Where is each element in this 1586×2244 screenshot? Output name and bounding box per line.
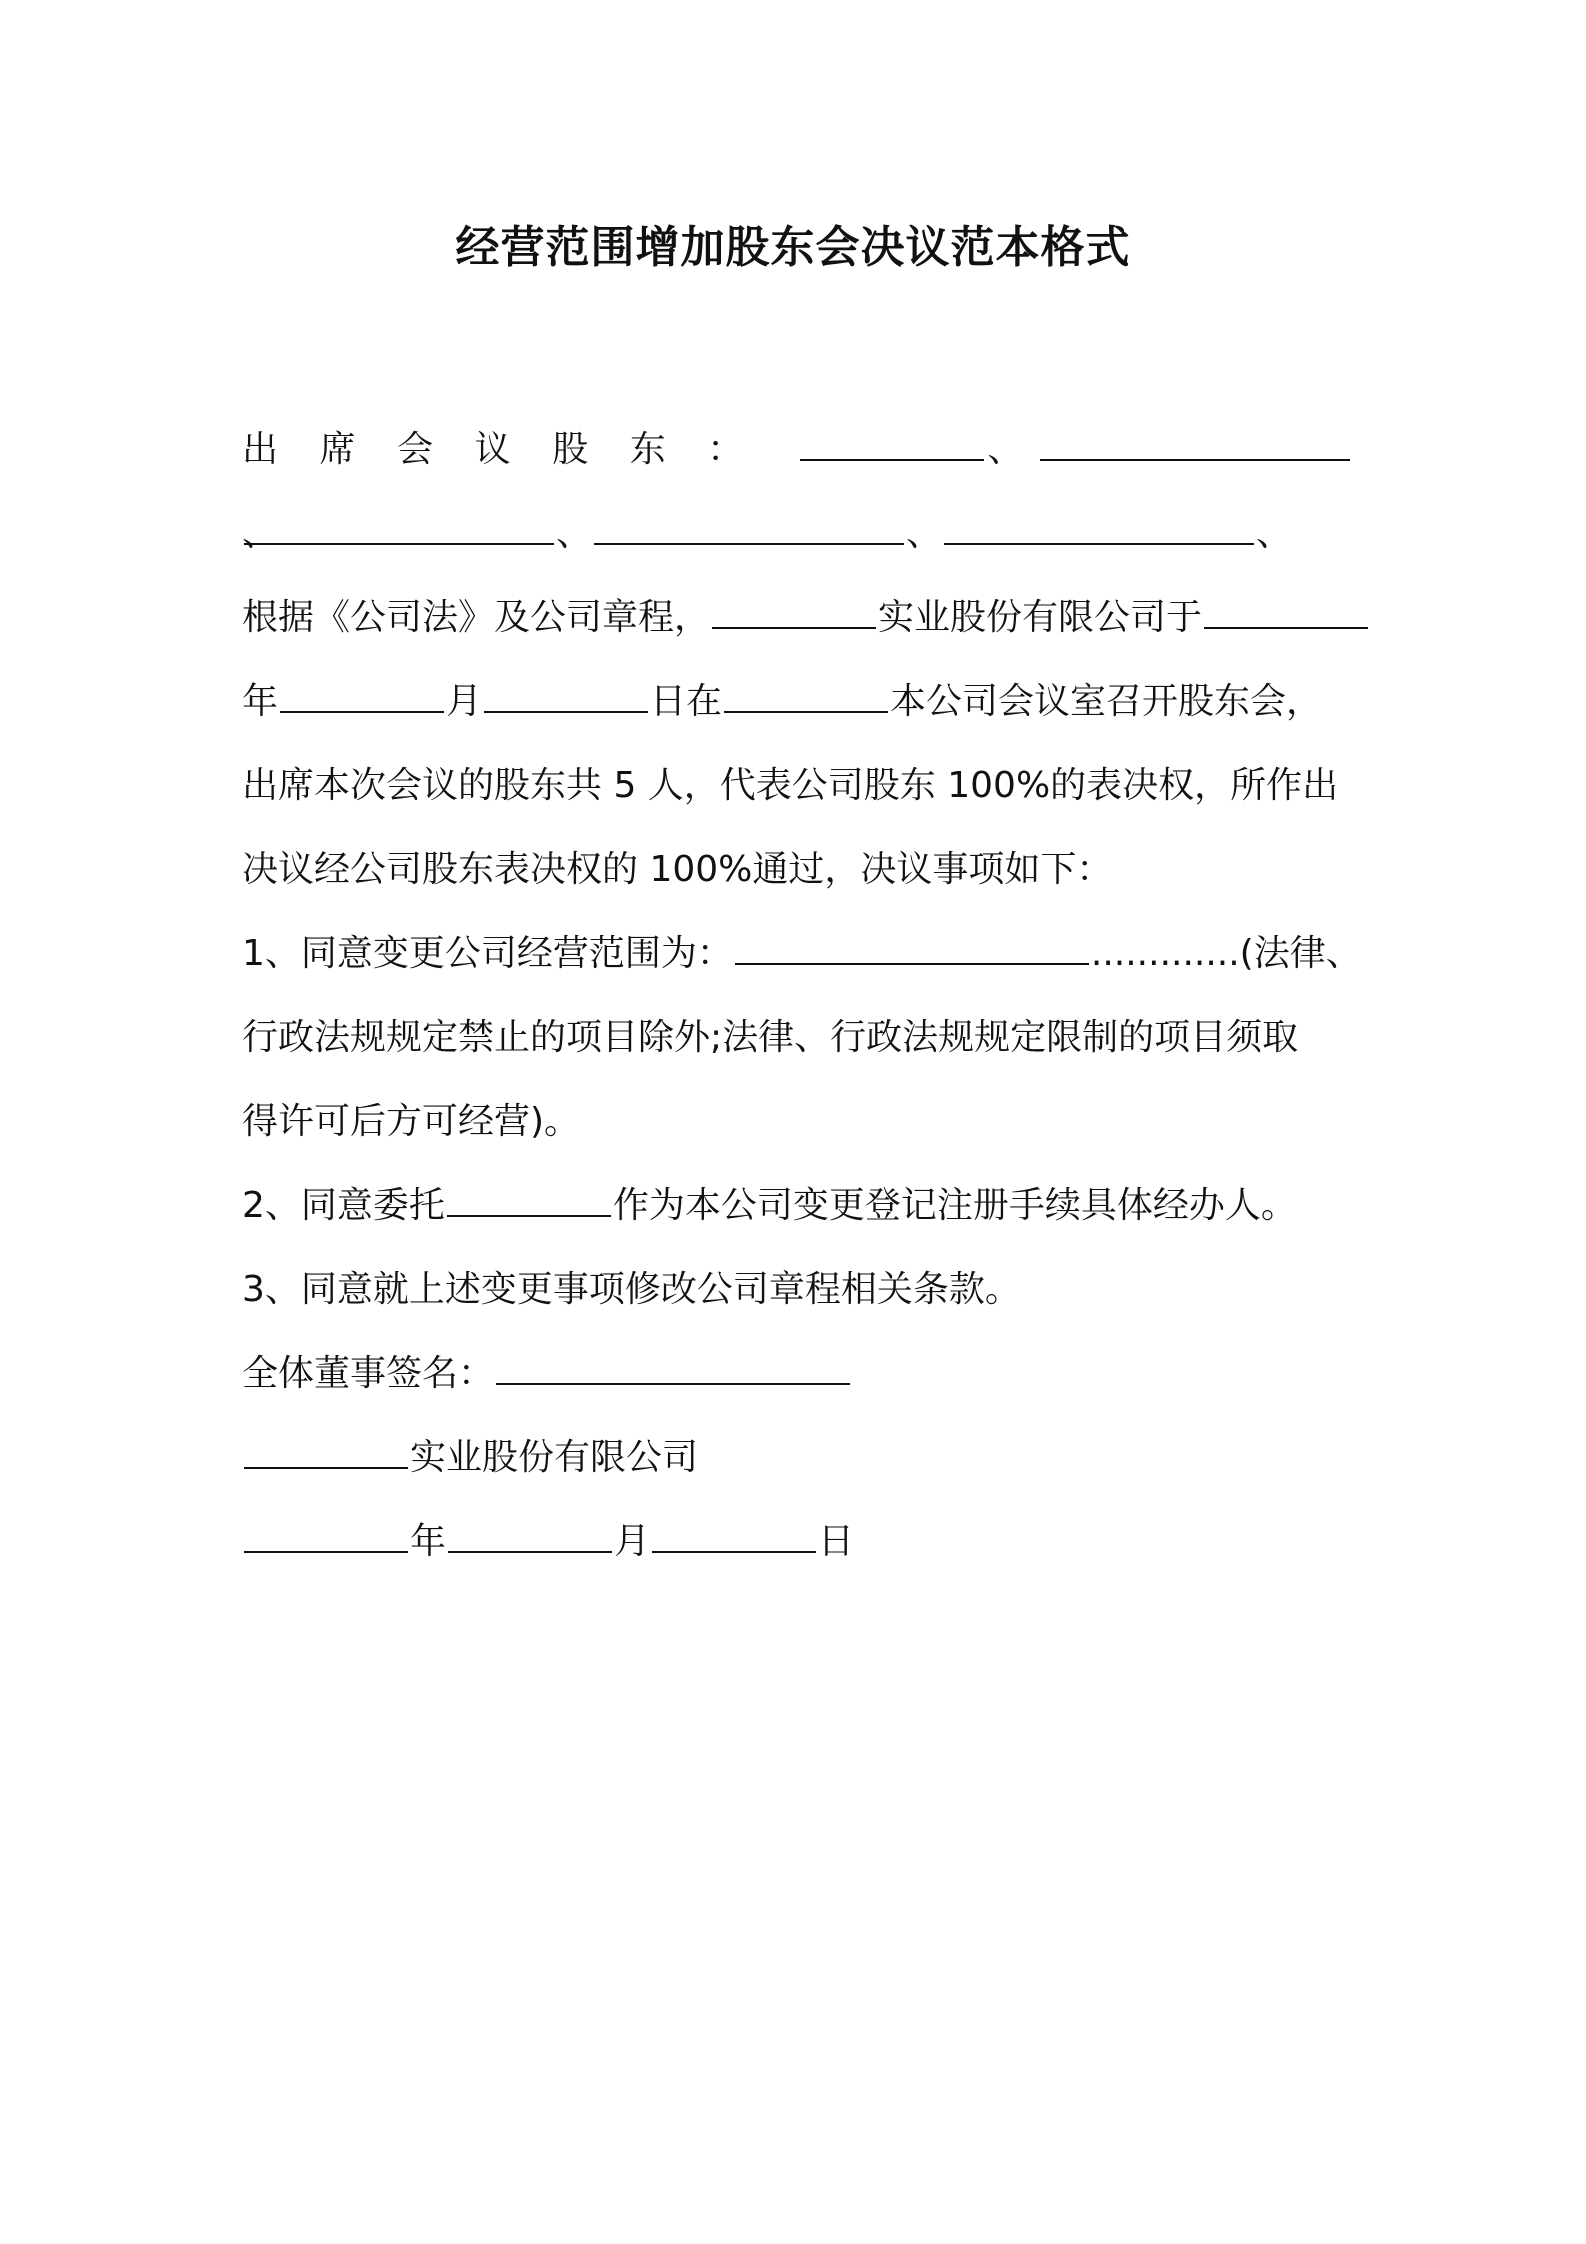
meeting-room-text: 本公司会议室召开股东会， — [890, 681, 1323, 722]
attendees-line-2 — [242, 492, 1352, 576]
intro-line-2 — [242, 660, 1352, 744]
item-1-after-blank: .............(法律、 — [1090, 933, 1362, 974]
item-2-line — [242, 1164, 1352, 1248]
meeting-year-blank[interactable] — [1204, 593, 1368, 629]
item-2-suffix: 作为本公司变更登记注册手续具体经办人。 — [612, 1185, 1297, 1226]
shareholder-blank-5[interactable] — [944, 509, 1254, 545]
signing-company-suffix: 实业股份有限公司 — [410, 1437, 699, 1478]
meeting-month-blank[interactable] — [280, 677, 444, 713]
signing-month-blank[interactable] — [448, 1517, 612, 1553]
shareholder-blank-2[interactable] — [1040, 425, 1350, 461]
signing-year-blank[interactable] — [244, 1517, 408, 1553]
signing-day-text: 日 — [818, 1521, 855, 1562]
intro-line-4: 决议经公司股东表决权的 100%通过，决议事项如下： — [242, 849, 1113, 890]
year-text: 年 — [242, 681, 279, 722]
signing-company-blank[interactable] — [244, 1433, 408, 1469]
day-at-text: 日在 — [650, 681, 723, 722]
company-suffix-text: 实业股份有限公司于 — [878, 597, 1203, 638]
item-1-prefix: 1、同意变更公司经营范围为： — [242, 933, 733, 974]
signing-day-blank[interactable] — [652, 1517, 816, 1553]
meeting-place-blank[interactable] — [724, 677, 888, 713]
separator: 、 — [1256, 513, 1293, 554]
company-line — [242, 1416, 1352, 1500]
separator: 、 — [985, 429, 1025, 470]
item-1-line-3: 得许可后方可经营)。 — [242, 1101, 581, 1142]
separator: 、 — [242, 513, 279, 554]
item-2-prefix: 2、同意委托 — [242, 1185, 445, 1226]
attendees-label: 出席会议股东： — [242, 429, 785, 470]
signing-year-text: 年 — [410, 1521, 447, 1562]
document-title: 经营范围增加股东会决议范本格式 — [455, 222, 1131, 273]
shareholder-blank-4[interactable] — [594, 509, 904, 545]
month-text: 月 — [446, 681, 483, 722]
shareholder-blank-1[interactable] — [800, 425, 984, 461]
intro-line-3: 出席本次会议的股东共 5 人，代表公司股东 100%的表决权，所作出 — [242, 765, 1339, 806]
according-text: 根据《公司法》及公司章程， — [242, 597, 711, 638]
agent-name-blank[interactable] — [447, 1181, 611, 1217]
document-body — [242, 408, 1362, 1584]
signature-label: 全体董事签名： — [242, 1353, 495, 1394]
signing-month-text: 月 — [614, 1521, 651, 1562]
company-name-blank[interactable] — [712, 593, 876, 629]
attendees-line-1 — [242, 408, 1352, 554]
business-scope-blank[interactable] — [735, 929, 1089, 965]
item-3-line: 3、同意就上述变更事项修改公司章程相关条款。 — [242, 1269, 1021, 1310]
meeting-day-blank[interactable] — [484, 677, 648, 713]
item-1-line-1 — [242, 912, 1362, 996]
date-line — [242, 1500, 1352, 1584]
shareholder-blank-3[interactable] — [244, 509, 554, 545]
intro-line-1 — [242, 576, 1352, 660]
signature-line — [242, 1332, 1352, 1416]
separator: 、 — [906, 513, 943, 554]
separator: 、 — [556, 513, 593, 554]
director-signature-blank[interactable] — [496, 1349, 850, 1385]
item-1-line-2: 行政法规规定禁止的项目除外;法律、行政法规规定限制的项目须取 — [242, 1017, 1299, 1058]
